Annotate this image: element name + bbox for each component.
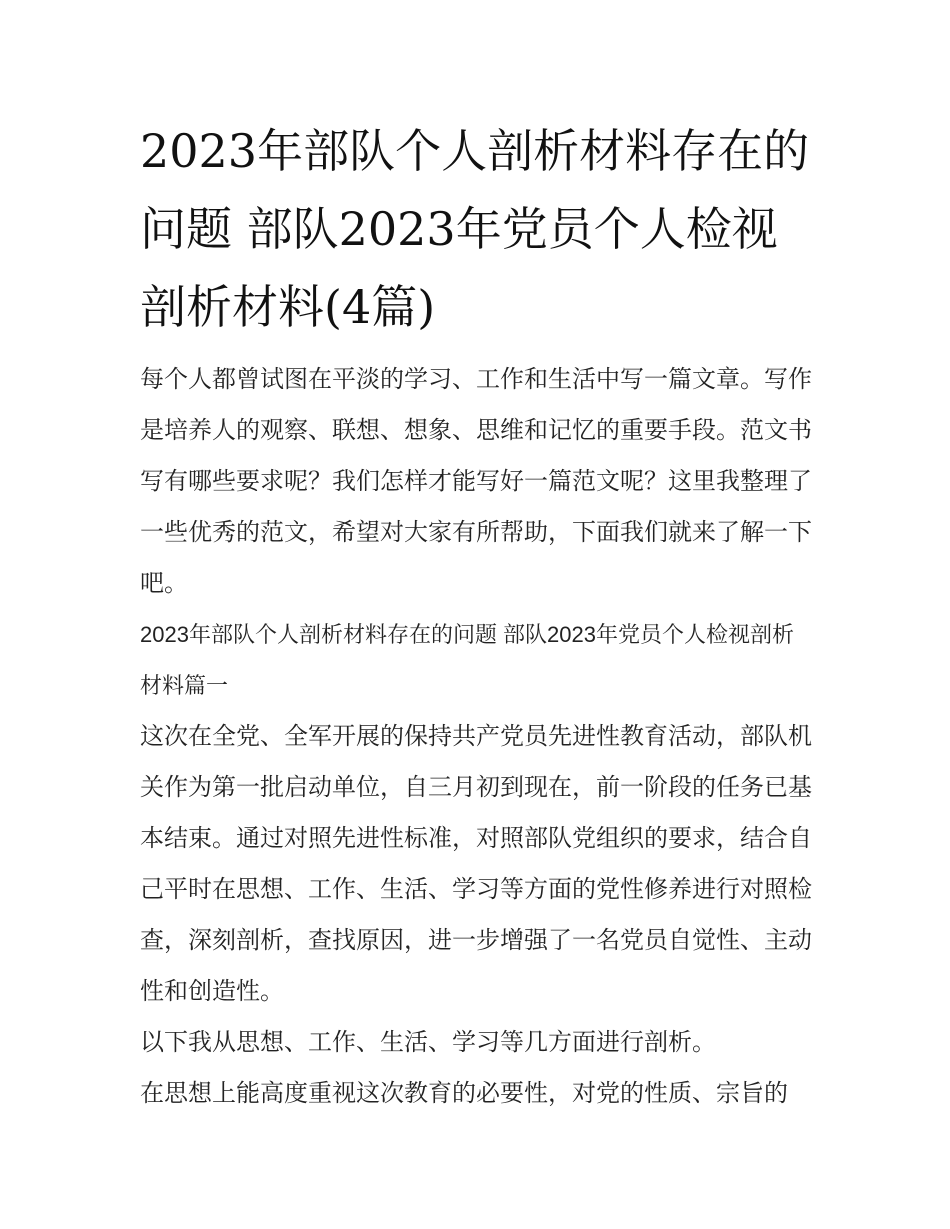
intro-paragraph: 每个人都曾试图在平淡的学习、工作和生活中写一篇文章。写作是培养人的观察、联想、想象、思维和记忆的重要手段。范文书写有哪些要求呢？我们怎样才能写好一篇范文呢？这里我整理了一些优秀的范文，希望对大家有所帮助，下面我们就来了解一下吧。 bbox=[140, 365, 812, 597]
body-paragraph-2: 以下我从思想、工作、生活、学习等几方面进行剖析。 bbox=[140, 1028, 716, 1056]
body-paragraph-3: 在思想上能高度重视这次教育的必要性，对党的性质、宗旨的 bbox=[140, 1079, 788, 1107]
body-paragraph-1: 这次在全党、全军开展的保持共产党员先进性教育活动，部队机关作为第一批启动单位，自三月初到现在，前一阶段的任务已基本结束。通过对照先进性标准，对照部队党组织的要求，结合自己平时在思想、工作、生活、学习等方面的党性修养进行对照检查，深刻剖析，查找原因，进一步增强了一名党员自觉性、主动性和创造性。 bbox=[140, 722, 812, 1005]
document-page bbox=[140, 112, 812, 1119]
document-title: 2023年部队个人剖析材料存在的问题 部队2023年党员个人检视剖析材料(4篇) bbox=[140, 124, 810, 334]
section-heading: 2023年部队个人剖析材料存在的问题 部队2023年党员个人检视剖析材料篇一 bbox=[140, 622, 794, 698]
